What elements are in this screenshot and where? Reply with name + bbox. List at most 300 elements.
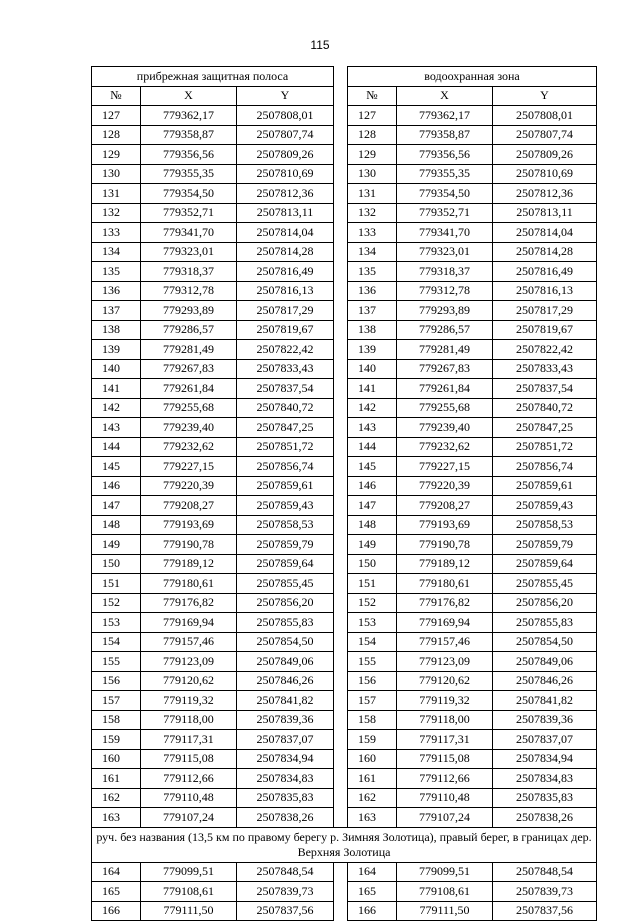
x-coordinate-left: 779190,78 — [141, 535, 237, 555]
table-row — [92, 882, 597, 902]
y-coordinate-right: 2507834,94 — [493, 749, 597, 769]
point-number-left: 129 — [92, 145, 141, 165]
column-gap — [334, 184, 348, 204]
x-coordinate-left: 779318,37 — [141, 262, 237, 282]
y-coordinate-right: 2507859,64 — [493, 554, 597, 574]
y-coordinate-left: 2507858,53 — [237, 515, 334, 535]
column-gap — [334, 437, 348, 457]
y-coordinate-right: 2507841,82 — [493, 691, 597, 711]
x-coordinate-right: 779354,50 — [397, 184, 493, 204]
x-coordinate-left: 779356,56 — [141, 145, 237, 165]
point-number-right: 161 — [348, 769, 397, 789]
x-coordinate-left: 779123,09 — [141, 652, 237, 672]
point-number-right: 142 — [348, 398, 397, 418]
x-coordinate-right: 779099,51 — [397, 862, 493, 882]
y-coordinate-left: 2507859,43 — [237, 496, 334, 516]
point-number-left: 143 — [92, 418, 141, 438]
point-number-right: 133 — [348, 223, 397, 243]
x-coordinate-right: 779107,24 — [397, 808, 493, 828]
y-coordinate-left: 2507851,72 — [237, 437, 334, 457]
point-number-right: 150 — [348, 554, 397, 574]
x-coordinate-left: 779169,94 — [141, 613, 237, 633]
point-number-right: 155 — [348, 652, 397, 672]
point-number-right: 140 — [348, 359, 397, 379]
point-number-right: 166 — [348, 901, 397, 921]
column-gap — [334, 613, 348, 633]
y-coordinate-left: 2507838,26 — [237, 808, 334, 828]
point-number-left: 140 — [92, 359, 141, 379]
point-number-right: 134 — [348, 242, 397, 262]
y-coordinate-right: 2507816,13 — [493, 281, 597, 301]
x-coordinate-left: 779312,78 — [141, 281, 237, 301]
x-coordinate-left: 779323,01 — [141, 242, 237, 262]
x-coordinate-right: 779110,48 — [397, 788, 493, 808]
x-coordinate-right: 779190,78 — [397, 535, 493, 555]
point-number-right: 143 — [348, 418, 397, 438]
table-row — [92, 301, 597, 321]
x-coordinate-left: 779267,83 — [141, 359, 237, 379]
x-coordinate-right: 779119,32 — [397, 691, 493, 711]
point-number-left: 127 — [92, 106, 141, 126]
column-gap — [334, 593, 348, 613]
y-coordinate-right: 2507847,25 — [493, 418, 597, 438]
y-coordinate-left: 2507812,36 — [237, 184, 334, 204]
point-number-right: 164 — [348, 862, 397, 882]
y-coordinate-left: 2507856,74 — [237, 457, 334, 477]
column-gap — [334, 86, 348, 106]
point-number-right: 129 — [348, 145, 397, 165]
left-section-title: прибрежная защитная полоса — [92, 67, 334, 87]
y-coordinate-right: 2507814,04 — [493, 223, 597, 243]
y-coordinate-right: 2507812,36 — [493, 184, 597, 204]
x-coordinate-left: 779193,69 — [141, 515, 237, 535]
y-coordinate-left: 2507833,43 — [237, 359, 334, 379]
column-gap — [334, 125, 348, 145]
table-row — [92, 164, 597, 184]
table-row — [92, 418, 597, 438]
y-coordinate-right: 2507833,43 — [493, 359, 597, 379]
y-coordinate-left: 2507837,07 — [237, 730, 334, 750]
x-coordinate-left: 779352,71 — [141, 203, 237, 223]
point-number-left: 128 — [92, 125, 141, 145]
point-number-right: 153 — [348, 613, 397, 633]
y-coordinate-left: 2507817,29 — [237, 301, 334, 321]
point-number-left: 132 — [92, 203, 141, 223]
y-coordinate-right: 2507849,06 — [493, 652, 597, 672]
y-coordinate-right: 2507855,45 — [493, 574, 597, 594]
x-coordinate-left: 779208,27 — [141, 496, 237, 516]
y-coordinate-left: 2507856,20 — [237, 593, 334, 613]
y-coordinate-left: 2507810,69 — [237, 164, 334, 184]
point-number-right: 127 — [348, 106, 397, 126]
y-coordinate-right: 2507809,26 — [493, 145, 597, 165]
point-number-left: 152 — [92, 593, 141, 613]
point-number-right: 146 — [348, 476, 397, 496]
point-number-right: 149 — [348, 535, 397, 555]
point-number-right: 162 — [348, 788, 397, 808]
point-number-left: 154 — [92, 632, 141, 652]
point-number-left: 145 — [92, 457, 141, 477]
column-gap — [334, 320, 348, 340]
point-number-right: 135 — [348, 262, 397, 282]
x-coordinate-left: 779281,49 — [141, 340, 237, 360]
x-coordinate-left: 779261,84 — [141, 379, 237, 399]
x-coordinate-left: 779117,31 — [141, 730, 237, 750]
point-number-left: 136 — [92, 281, 141, 301]
x-coordinate-right: 779232,62 — [397, 437, 493, 457]
point-number-right: 154 — [348, 632, 397, 652]
point-number-left: 142 — [92, 398, 141, 418]
point-number-left: 133 — [92, 223, 141, 243]
column-gap — [334, 554, 348, 574]
x-coordinate-right: 779355,35 — [397, 164, 493, 184]
point-number-left: 149 — [92, 535, 141, 555]
x-coordinate-right: 779323,01 — [397, 242, 493, 262]
column-gap — [334, 574, 348, 594]
point-number-left: 135 — [92, 262, 141, 282]
y-coordinate-left: 2507807,74 — [237, 125, 334, 145]
y-coordinate-left: 2507808,01 — [237, 106, 334, 126]
x-coordinate-right: 779180,61 — [397, 574, 493, 594]
x-coordinate-left: 779115,08 — [141, 749, 237, 769]
x-coordinate-left: 779232,62 — [141, 437, 237, 457]
right-section-title: водоохранная зона — [348, 67, 597, 87]
point-number-right: 157 — [348, 691, 397, 711]
column-gap — [334, 749, 348, 769]
table-row — [92, 340, 597, 360]
column-gap — [334, 145, 348, 165]
x-coordinate-right: 779112,66 — [397, 769, 493, 789]
x-coordinate-left: 779255,68 — [141, 398, 237, 418]
y-coordinate-right: 2507846,26 — [493, 671, 597, 691]
y-coordinate-left: 2507859,61 — [237, 476, 334, 496]
point-number-left: 134 — [92, 242, 141, 262]
x-coordinate-right: 779115,08 — [397, 749, 493, 769]
point-number-right: 132 — [348, 203, 397, 223]
column-gap — [334, 203, 348, 223]
column-gap — [334, 223, 348, 243]
column-gap — [334, 398, 348, 418]
x-coordinate-right: 779281,49 — [397, 340, 493, 360]
table-row — [92, 457, 597, 477]
x-coordinate-left: 779355,35 — [141, 164, 237, 184]
x-coordinate-right: 779120,62 — [397, 671, 493, 691]
y-coordinate-left: 2507814,04 — [237, 223, 334, 243]
x-coordinate-left: 779286,57 — [141, 320, 237, 340]
point-number-left: 159 — [92, 730, 141, 750]
y-coordinate-right: 2507816,49 — [493, 262, 597, 282]
point-number-left: 165 — [92, 882, 141, 902]
x-coordinate-right: 779208,27 — [397, 496, 493, 516]
y-coordinate-right: 2507851,72 — [493, 437, 597, 457]
y-coordinate-right: 2507813,11 — [493, 203, 597, 223]
y-coordinate-right: 2507854,50 — [493, 632, 597, 652]
y-coordinate-left: 2507819,67 — [237, 320, 334, 340]
table-row — [92, 106, 597, 126]
y-coordinate-right: 2507838,26 — [493, 808, 597, 828]
point-number-left: 166 — [92, 901, 141, 921]
table-row — [92, 398, 597, 418]
table-row — [92, 862, 597, 882]
point-number-left: 150 — [92, 554, 141, 574]
y-coordinate-right: 2507807,74 — [493, 125, 597, 145]
x-coordinate-left: 779180,61 — [141, 574, 237, 594]
y-coordinate-left: 2507835,83 — [237, 788, 334, 808]
x-coordinate-right: 779157,46 — [397, 632, 493, 652]
y-coordinate-right: 2507839,36 — [493, 710, 597, 730]
column-gap — [334, 418, 348, 438]
point-number-left: 146 — [92, 476, 141, 496]
table-row — [92, 749, 597, 769]
y-coordinate-left: 2507839,36 — [237, 710, 334, 730]
point-number-left: 139 — [92, 340, 141, 360]
column-gap — [334, 457, 348, 477]
table-row — [92, 320, 597, 340]
x-coordinate-left: 779110,48 — [141, 788, 237, 808]
point-number-right: 141 — [348, 379, 397, 399]
y-coordinate-right: 2507856,20 — [493, 593, 597, 613]
column-gap — [334, 882, 348, 902]
point-number-right: 136 — [348, 281, 397, 301]
y-coordinate-left: 2507834,94 — [237, 749, 334, 769]
x-coordinate-left: 779111,50 — [141, 901, 237, 921]
column-gap — [334, 671, 348, 691]
point-number-left: 160 — [92, 749, 141, 769]
point-number-left: 141 — [92, 379, 141, 399]
x-coordinate-right: 779169,94 — [397, 613, 493, 633]
y-coordinate-left: 2507854,50 — [237, 632, 334, 652]
y-coordinate-left: 2507816,49 — [237, 262, 334, 282]
point-number-right: 138 — [348, 320, 397, 340]
table-row — [92, 476, 597, 496]
column-gap — [334, 730, 348, 750]
y-coordinate-right: 2507837,07 — [493, 730, 597, 750]
header-x-left: X — [141, 86, 237, 106]
y-coordinate-right: 2507840,72 — [493, 398, 597, 418]
column-gap — [334, 164, 348, 184]
x-coordinate-right: 779108,61 — [397, 882, 493, 902]
table-row — [92, 652, 597, 672]
point-number-left: 155 — [92, 652, 141, 672]
page-number: 115 — [310, 38, 330, 52]
y-coordinate-left: 2507822,42 — [237, 340, 334, 360]
x-coordinate-right: 779286,57 — [397, 320, 493, 340]
table-title-row — [92, 67, 597, 87]
column-gap — [334, 301, 348, 321]
column-gap — [334, 901, 348, 921]
y-coordinate-left: 2507859,79 — [237, 535, 334, 555]
section-note-body — [92, 827, 597, 862]
point-number-right: 159 — [348, 730, 397, 750]
y-coordinate-right: 2507814,28 — [493, 242, 597, 262]
x-coordinate-left: 779358,87 — [141, 125, 237, 145]
column-gap — [334, 106, 348, 126]
y-coordinate-left: 2507840,72 — [237, 398, 334, 418]
table-row — [92, 515, 597, 535]
point-number-left: 148 — [92, 515, 141, 535]
point-number-left: 162 — [92, 788, 141, 808]
table-row — [92, 632, 597, 652]
point-number-right: 128 — [348, 125, 397, 145]
x-coordinate-right: 779352,71 — [397, 203, 493, 223]
column-gap — [334, 652, 348, 672]
header-y-right: Y — [493, 86, 597, 106]
table-row — [92, 574, 597, 594]
point-number-left: 153 — [92, 613, 141, 633]
point-number-left: 158 — [92, 710, 141, 730]
column-gap — [334, 769, 348, 789]
y-coordinate-left: 2507848,54 — [237, 862, 334, 882]
table-row — [92, 281, 597, 301]
table-row — [92, 554, 597, 574]
column-gap — [334, 691, 348, 711]
x-coordinate-left: 779362,17 — [141, 106, 237, 126]
y-coordinate-right: 2507808,01 — [493, 106, 597, 126]
x-coordinate-left: 779107,24 — [141, 808, 237, 828]
point-number-right: 160 — [348, 749, 397, 769]
table-row — [92, 223, 597, 243]
y-coordinate-right: 2507859,61 — [493, 476, 597, 496]
point-number-right: 131 — [348, 184, 397, 204]
x-coordinate-right: 779227,15 — [397, 457, 493, 477]
y-coordinate-left: 2507834,83 — [237, 769, 334, 789]
table-row — [92, 184, 597, 204]
x-coordinate-right: 779239,40 — [397, 418, 493, 438]
coordinates-table — [91, 66, 597, 921]
x-coordinate-right: 779312,78 — [397, 281, 493, 301]
y-coordinate-right: 2507835,83 — [493, 788, 597, 808]
y-coordinate-right: 2507855,83 — [493, 613, 597, 633]
point-number-right: 137 — [348, 301, 397, 321]
point-number-right: 139 — [348, 340, 397, 360]
table-row — [92, 691, 597, 711]
point-number-right: 144 — [348, 437, 397, 457]
x-coordinate-left: 779119,32 — [141, 691, 237, 711]
point-number-left: 131 — [92, 184, 141, 204]
y-coordinate-right: 2507819,67 — [493, 320, 597, 340]
y-coordinate-left: 2507859,64 — [237, 554, 334, 574]
point-number-left: 164 — [92, 862, 141, 882]
point-number-left: 144 — [92, 437, 141, 457]
x-coordinate-right: 779341,70 — [397, 223, 493, 243]
x-coordinate-left: 779176,82 — [141, 593, 237, 613]
table-row — [92, 901, 597, 921]
table-row — [92, 769, 597, 789]
column-gap — [334, 535, 348, 555]
x-coordinate-left: 779227,15 — [141, 457, 237, 477]
y-coordinate-left: 2507846,26 — [237, 671, 334, 691]
header-y-left: Y — [237, 86, 334, 106]
column-gap — [334, 242, 348, 262]
column-gap — [334, 632, 348, 652]
x-coordinate-right: 779293,89 — [397, 301, 493, 321]
point-number-right: 130 — [348, 164, 397, 184]
table-row — [92, 437, 597, 457]
point-number-left: 137 — [92, 301, 141, 321]
y-coordinate-right: 2507810,69 — [493, 164, 597, 184]
point-number-right: 147 — [348, 496, 397, 516]
table-row — [92, 203, 597, 223]
x-coordinate-right: 779111,50 — [397, 901, 493, 921]
column-gap — [334, 710, 348, 730]
x-coordinate-left: 779189,12 — [141, 554, 237, 574]
x-coordinate-right: 779176,82 — [397, 593, 493, 613]
table-body-part-2 — [92, 862, 597, 921]
x-coordinate-left: 779157,46 — [141, 632, 237, 652]
x-coordinate-left: 779112,66 — [141, 769, 237, 789]
y-coordinate-right: 2507859,43 — [493, 496, 597, 516]
point-number-left: 138 — [92, 320, 141, 340]
table-row — [92, 145, 597, 165]
x-coordinate-left: 779354,50 — [141, 184, 237, 204]
y-coordinate-left: 2507855,45 — [237, 574, 334, 594]
point-number-right: 151 — [348, 574, 397, 594]
table-row — [92, 379, 597, 399]
y-coordinate-left: 2507813,11 — [237, 203, 334, 223]
table-row — [92, 671, 597, 691]
x-coordinate-left: 779118,00 — [141, 710, 237, 730]
table-row — [92, 710, 597, 730]
header-num-left: № — [92, 86, 141, 106]
y-coordinate-left: 2507837,54 — [237, 379, 334, 399]
y-coordinate-left: 2507841,82 — [237, 691, 334, 711]
column-gap — [334, 476, 348, 496]
header-num-right: № — [348, 86, 397, 106]
y-coordinate-right: 2507856,74 — [493, 457, 597, 477]
column-gap — [334, 808, 348, 828]
table-body-part-1 — [92, 106, 597, 828]
column-gap — [334, 281, 348, 301]
point-number-right: 158 — [348, 710, 397, 730]
y-coordinate-left: 2507855,83 — [237, 613, 334, 633]
table-row — [92, 535, 597, 555]
column-gap — [334, 340, 348, 360]
y-coordinate-left: 2507847,25 — [237, 418, 334, 438]
section-note: руч. без названия (13,5 км по правому берегу р. Зимняя Золотица), правый берег, в границах дер. Верхняя Золотица — [92, 827, 597, 862]
table-row — [92, 613, 597, 633]
point-number-right: 145 — [348, 457, 397, 477]
section-note-row — [92, 827, 597, 862]
table-row — [92, 808, 597, 828]
column-gap — [334, 359, 348, 379]
y-coordinate-right: 2507837,54 — [493, 379, 597, 399]
point-number-left: 151 — [92, 574, 141, 594]
table-row — [92, 359, 597, 379]
x-coordinate-right: 779118,00 — [397, 710, 493, 730]
table-row — [92, 730, 597, 750]
x-coordinate-right: 779117,31 — [397, 730, 493, 750]
x-coordinate-left: 779341,70 — [141, 223, 237, 243]
y-coordinate-left: 2507837,56 — [237, 901, 334, 921]
x-coordinate-right: 779356,56 — [397, 145, 493, 165]
y-coordinate-right: 2507848,54 — [493, 862, 597, 882]
y-coordinate-right: 2507837,56 — [493, 901, 597, 921]
column-gap — [334, 262, 348, 282]
point-number-right: 165 — [348, 882, 397, 902]
table-row — [92, 788, 597, 808]
point-number-right: 148 — [348, 515, 397, 535]
table-row — [92, 496, 597, 516]
x-coordinate-left: 779293,89 — [141, 301, 237, 321]
column-gap — [334, 496, 348, 516]
y-coordinate-left: 2507849,06 — [237, 652, 334, 672]
y-coordinate-right: 2507839,73 — [493, 882, 597, 902]
column-gap — [334, 67, 348, 87]
column-gap — [334, 515, 348, 535]
point-number-left: 130 — [92, 164, 141, 184]
column-gap — [334, 379, 348, 399]
x-coordinate-right: 779362,17 — [397, 106, 493, 126]
